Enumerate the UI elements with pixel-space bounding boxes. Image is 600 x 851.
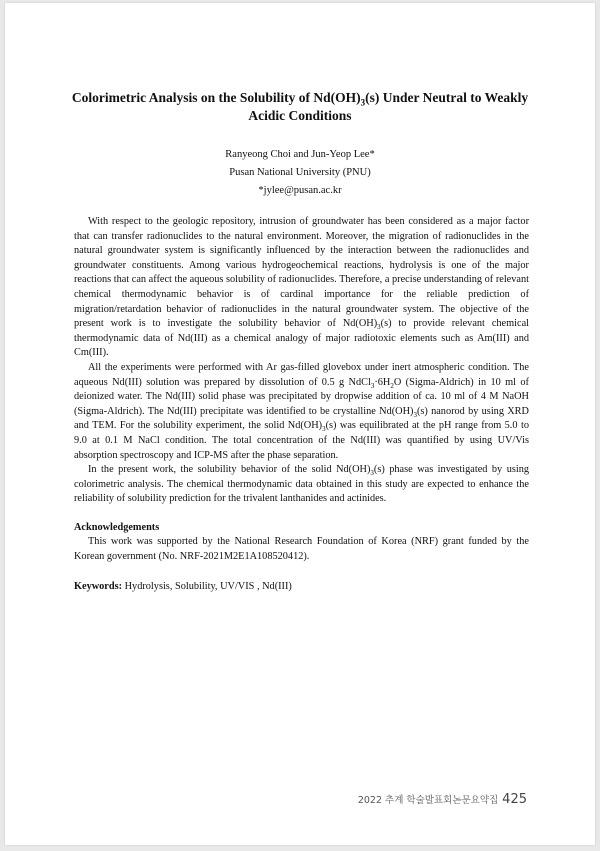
abstract-body xyxy=(74,215,529,594)
title-subscript: 3 xyxy=(360,97,366,108)
author-names: Ranyeong Choi and Jun-Yeop Lee* xyxy=(225,149,375,160)
keywords-line xyxy=(74,580,529,595)
paragraph-intro: With respect to the geologic repository, intrusion of groundwater has been considered as a major factor that can transfer radionuclides to the natural environment. Moreover, the migration of radionuclides in the natural groundwater system is significantly influenced by the interaction between the radionuclides and groundwater constituents. Among various hydrogeochemical reactions, hydrolysis is one of the major reactions that can affect the aqueous solubility of radionuclides. Therefore, a precise understanding of relevant chemical thermodynamic behavior is of cardinal importance for the reliable prediction of migration/retardation behavior of radionuclides in the natural groundwater system. The objective of the present work is to investigate the solubility behavior of $Nd(OH)_3(s)$ to provide relevant chemical thermodynamic data of Nd(III) as a chemical analogy of major radiotoxic elements such as Am(III) and Cm(III). xyxy=(74,216,529,359)
acknowledgements-text: This work was supported by the National Research Foundation of Korea (NRF) grant funded by the Korean government (No. NRF-2021M2E1A108520412). xyxy=(74,536,529,563)
title-text-end: (s) Under Neutral to Weakly Acidic Conditions xyxy=(248,90,529,123)
author-block xyxy=(65,146,535,200)
paper-title xyxy=(65,89,535,125)
footer-proceedings-title: 2022 추계 학술발표회논문요약집 xyxy=(357,795,499,806)
title-text: Colorimetric Analysis on the Solubility of Nd(OH) xyxy=(71,90,361,105)
author-affiliation: Pusan National University (PNU) xyxy=(229,167,371,178)
paragraph-methods: All the experiments were performed with Ar gas-filled glovebox under inert atmospheric condition. The aqueous Nd(III) solution was prepared by dissolution of 0.5 g $NdCl_3\cdot 6H_2O$ (Sigma-Aldrich) in 10 ml of deionized water. The Nd(III) solid phase was precipitated by dropwise addition of ca. 10 ml of 4 M NaOH (Sigma-Aldrich). The Nd(III) precipitate was identified to be crystalline $Nd(OH)_3(s)$ nanorod by using XRD and TEM. For the solubility experiment, the solid $Nd(OH)_3(s)$ was equilibrated at the pH range from 5.0 to 9.0 at 0.1 M NaCl condition. The total concentration of the Nd(III) was quantified by using UV/Vis absorption spectroscopy and ICP-MS after the phase separation. xyxy=(74,361,529,461)
keywords-text: Hydrolysis, Solubility, UV/VIS , Nd(III) xyxy=(122,580,292,592)
page-footer xyxy=(358,792,527,807)
acknowledgements-heading: Acknowledgements xyxy=(74,521,160,533)
page-number: 425 xyxy=(502,792,527,807)
paragraph-conclusion: In the present work, the solubility behavior of the solid $Nd(OH)_3(s)$ phase was investigated by using colorimetric analysis. The chemical thermodynamic data obtained in this study are expected to enhance the reliability of solubility prediction for the trivalent lanthanides and actinides. xyxy=(74,464,530,505)
keywords-label: Keywords: xyxy=(74,580,123,592)
paper-page xyxy=(5,3,595,845)
author-email: *jylee@pusan.ac.kr xyxy=(258,185,342,196)
